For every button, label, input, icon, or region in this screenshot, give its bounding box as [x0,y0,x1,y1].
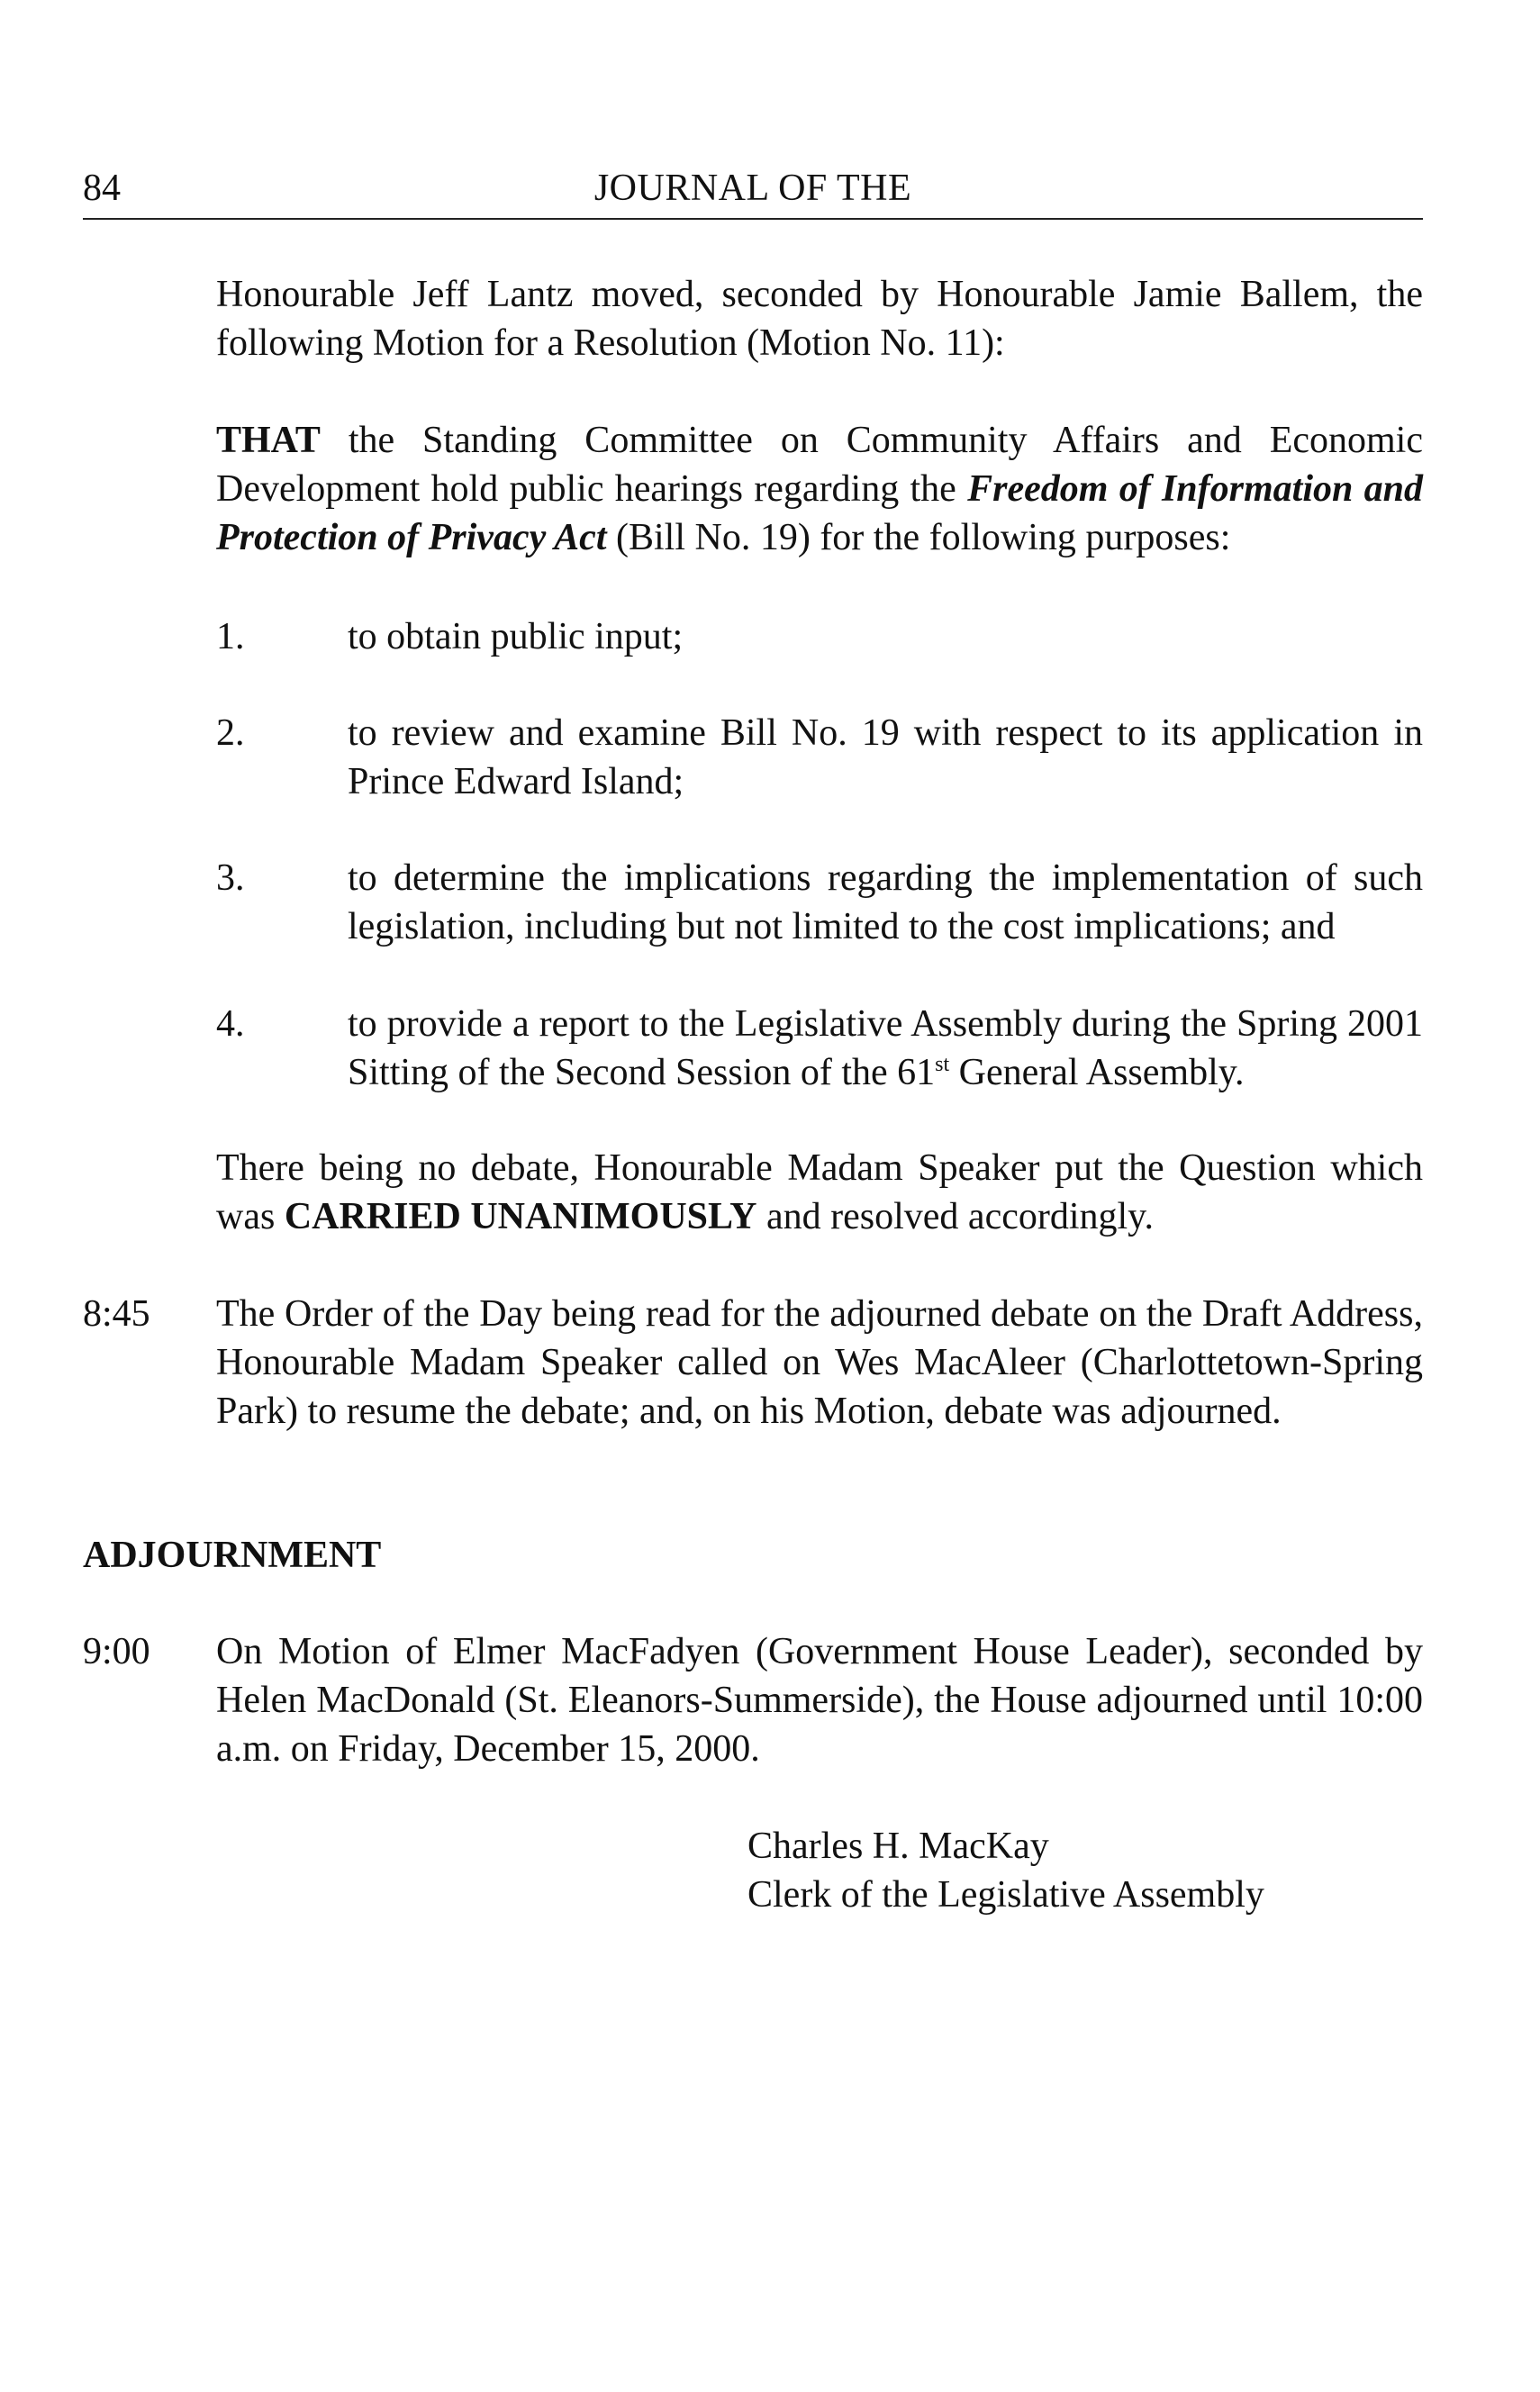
time-stamp: 8:45 [83,1293,150,1335]
adjournment-paragraph: On Motion of Elmer MacFadyen (Government House Leader), seconded by Helen MacDonald (St. Eleanors-Summerside), the House adjourned until 10:00 a.m. on Friday, December 15, 2000. [216,1631,1423,1770]
purpose-text: to determine the implications regarding the implementation of such legislation, including but not limited to the cost implications; and [348,857,1423,947]
resolution-that: THAT [216,420,321,461]
ordinal-suffix: st [935,1053,950,1076]
question-result: CARRIED UNANIMOUSLY [284,1196,757,1237]
resolution-text-2: (Bill No. 19) for the following purposes: [606,517,1231,558]
signature-title: Clerk of the Legislative Assembly [747,1874,1264,1916]
purpose-text [348,1000,1423,1097]
purpose-number: 3. [216,857,245,899]
question-text-1: There being no debate, Honourable Madam Speaker put the Question which was [216,1147,1423,1237]
signature-name: Charles H. MacKay [747,1826,1049,1867]
purpose-number: 2. [216,712,245,754]
purpose-text: to obtain public input; [348,616,684,657]
act-title: Freedom of Information and Protection of Privacy Act [216,468,1423,558]
time-stamp: 9:00 [83,1631,150,1672]
question-text-2: and resolved accordingly. [756,1196,1154,1237]
running-head: JOURNAL OF THE [593,168,912,209]
motion-intro-paragraph: Honourable Jeff Lantz moved, seconded by Honourable Jamie Ballem, the following Motion for a Resolution (Motion No. 11): [216,274,1423,364]
purpose-text-b: General Assembly. [949,1052,1245,1093]
purpose-text-a: to provide a report to the Legislative Assembly during the Spring 2001 Sitting of the Second Session of the 61 [348,1003,1423,1093]
question-paragraph [216,1144,1423,1241]
page-header [83,164,1423,220]
order-of-day-paragraph: The Order of the Day being read for the adjourned debate on the Draft Address, Honourable Madam Speaker called on Wes MacAleer (Charlottetown-Spring Park) to resume the debate; and, on his Motion, debate was adjourned. [216,1293,1423,1432]
purpose-number: 4. [216,1003,245,1045]
purpose-text: to review and examine Bill No. 19 with respect to its application in Prince Edward Island; [348,712,1423,802]
section-heading: ADJOURNMENT [83,1535,382,1576]
resolution-paragraph [216,416,1423,562]
purpose-number: 1. [216,616,245,657]
resolution-text-1: the Standing Committee on Community Affairs and Economic Development hold public hearings regarding the [216,420,1423,510]
page-number: 84 [83,168,121,209]
